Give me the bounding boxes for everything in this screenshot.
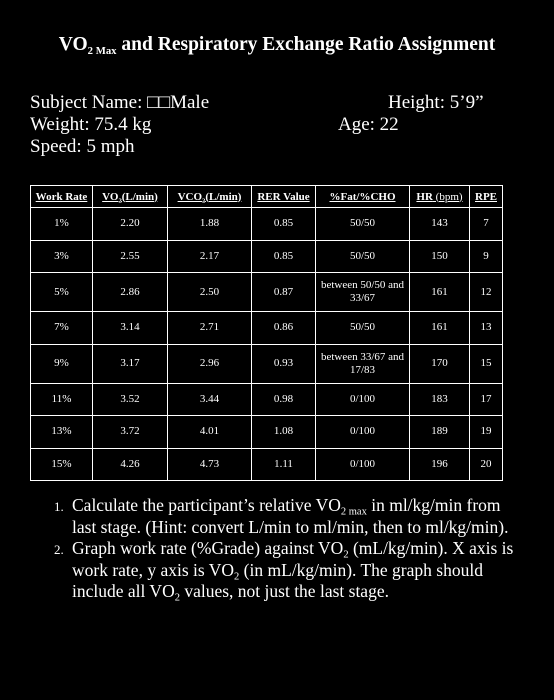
cell-vo2: 2.55	[93, 240, 168, 273]
title-sub-2: 2	[87, 44, 96, 57]
question-2-sub-1: 2	[343, 549, 349, 561]
cell-hr: 150	[410, 240, 470, 273]
cell-fat: 0/100	[316, 383, 410, 416]
cell-rpe: 15	[470, 344, 503, 383]
question-1-sub: 2 max	[340, 506, 367, 518]
cell-fat: between 50/50 and 33/67	[316, 273, 410, 312]
cell-work-rate: 11%	[31, 383, 93, 416]
header-vco2-unit: (L/min)	[205, 190, 242, 203]
cell-rpe: 7	[470, 208, 503, 241]
subject-info	[30, 92, 209, 158]
question-1-number: 1.	[54, 499, 64, 514]
title-rest: and Respiratory Exchange Ratio Assignment	[116, 34, 496, 55]
table-header-row	[31, 186, 503, 208]
header-work-rate: Work Rate	[31, 186, 93, 208]
header-hr	[410, 186, 470, 208]
subject-speed: Speed: 5 mph	[30, 136, 135, 157]
subject-age: Age: 22	[338, 114, 399, 135]
table-body	[31, 208, 503, 481]
cell-work-rate: 7%	[31, 312, 93, 345]
cell-work-rate: 13%	[31, 416, 93, 449]
cell-fat: 50/50	[316, 208, 410, 241]
cell-vco2: 2.17	[168, 240, 252, 273]
cell-rpe: 17	[470, 383, 503, 416]
cell-rer: 0.98	[252, 383, 316, 416]
header-vco2	[168, 186, 252, 208]
question-2-text-b: (mL/kg/min). X axis is work rate, y axis is VO	[72, 538, 514, 580]
cell-rer: 0.86	[252, 312, 316, 345]
cell-vco2: 3.44	[168, 383, 252, 416]
subject-name: Subject Name: □□Male	[30, 92, 210, 113]
subject-height: Height: 5’9”	[388, 92, 484, 113]
question-2-sub-3: 2	[174, 592, 180, 604]
cell-work-rate: 5%	[31, 273, 93, 312]
cell-rer: 1.11	[252, 448, 316, 481]
table-row	[31, 273, 503, 312]
table-row	[31, 383, 503, 416]
cell-work-rate: 3%	[31, 240, 93, 273]
cell-hr: 183	[410, 383, 470, 416]
cell-vo2: 3.17	[93, 344, 168, 383]
header-fat-cho: %Fat/%CHO	[316, 186, 410, 208]
header-hr-unit: (bpm)	[432, 190, 463, 203]
question-list	[54, 495, 524, 603]
cell-rer: 0.87	[252, 273, 316, 312]
cell-rpe: 13	[470, 312, 503, 345]
header-vo2	[93, 186, 168, 208]
cell-vo2: 3.52	[93, 383, 168, 416]
question-2-text-c: (in mL/kg/min). The graph should include all VO	[72, 559, 483, 601]
cell-rpe: 20	[470, 448, 503, 481]
cell-hr: 161	[410, 312, 470, 345]
data-table	[30, 185, 503, 481]
cell-hr: 143	[410, 208, 470, 241]
header-vo2-unit: (L/min)	[121, 190, 158, 203]
question-1-text-a: Calculate the participant’s relative VO	[72, 495, 341, 515]
subject-weight: Weight: 75.4 kg	[30, 114, 152, 135]
header-vco2-sub: 2	[202, 196, 206, 204]
question-2-text-a: Graph work rate (%Grade) against VO	[72, 538, 344, 558]
cell-hr: 189	[410, 416, 470, 449]
cell-rpe: 9	[470, 240, 503, 273]
header-hr-text: HR	[416, 190, 433, 203]
header-vo2-sub: 2	[118, 196, 122, 204]
title-sub-max: Max	[95, 44, 117, 57]
cell-fat: 50/50	[316, 240, 410, 273]
question-2-sub-2: 2	[234, 571, 240, 583]
cell-work-rate: 15%	[31, 448, 93, 481]
cell-fat: 0/100	[316, 416, 410, 449]
cell-work-rate: 1%	[31, 208, 93, 241]
cell-vo2: 3.14	[93, 312, 168, 345]
assignment-title	[0, 34, 554, 56]
cell-fat: 50/50	[316, 312, 410, 345]
table-row	[31, 312, 503, 345]
question-1	[54, 495, 524, 538]
cell-vco2: 1.88	[168, 208, 252, 241]
table-row	[31, 240, 503, 273]
table-row	[31, 416, 503, 449]
table-row	[31, 208, 503, 241]
cell-vco2: 2.50	[168, 273, 252, 312]
header-vo2-text: VO	[102, 190, 119, 203]
cell-rer: 0.93	[252, 344, 316, 383]
question-2-number: 2.	[54, 542, 64, 557]
title-vo: VO	[58, 34, 88, 55]
question-2	[54, 538, 524, 603]
cell-vo2: 2.86	[93, 273, 168, 312]
cell-rpe: 12	[470, 273, 503, 312]
cell-vco2: 4.73	[168, 448, 252, 481]
cell-vo2: 2.20	[93, 208, 168, 241]
cell-vco2: 2.96	[168, 344, 252, 383]
cell-vo2: 4.26	[93, 448, 168, 481]
header-vco2-text: VCO	[177, 190, 203, 203]
cell-hr: 196	[410, 448, 470, 481]
cell-rpe: 19	[470, 416, 503, 449]
cell-vco2: 2.71	[168, 312, 252, 345]
header-rpe: RPE	[470, 186, 503, 208]
cell-vo2: 3.72	[93, 416, 168, 449]
cell-hr: 161	[410, 273, 470, 312]
question-1-text-b: in ml/kg/min from last stage. (Hint: convert L/min to ml/min, then to ml/kg/min).	[72, 495, 509, 537]
cell-rer: 0.85	[252, 208, 316, 241]
cell-work-rate: 9%	[31, 344, 93, 383]
header-rer: RER Value	[252, 186, 316, 208]
cell-vco2: 4.01	[168, 416, 252, 449]
table-row	[31, 448, 503, 481]
cell-rer: 0.85	[252, 240, 316, 273]
question-2-text-d: values, not just the last stage.	[179, 581, 389, 601]
cell-fat: 0/100	[316, 448, 410, 481]
cell-fat: between 33/67 and 17/83	[316, 344, 410, 383]
cell-rer: 1.08	[252, 416, 316, 449]
table-row	[31, 344, 503, 383]
cell-hr: 170	[410, 344, 470, 383]
